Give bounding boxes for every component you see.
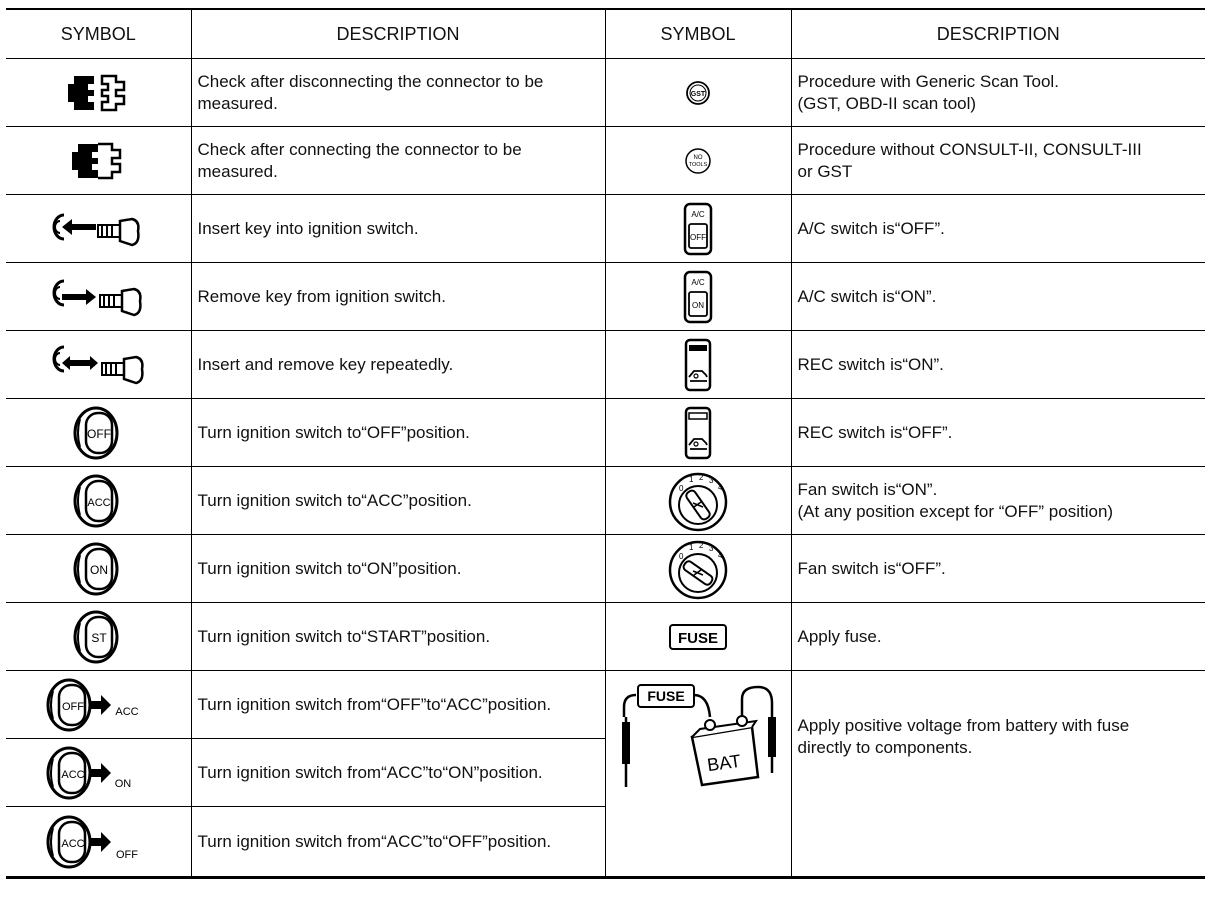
symbol-cell xyxy=(605,467,791,535)
ignition-acc-to-off-icon xyxy=(43,814,153,870)
symbol-cell xyxy=(605,195,791,263)
svg-text:2: 2 xyxy=(699,540,704,550)
svg-text:FUSE: FUSE xyxy=(677,629,719,647)
ignition-off-to-acc-icon xyxy=(43,677,153,733)
description-cell: Insert key into ignition switch. xyxy=(191,195,605,263)
svg-text:ON: ON xyxy=(692,300,704,310)
svg-text:3: 3 xyxy=(709,475,714,485)
table-row xyxy=(6,127,1205,195)
svg-text:NO: NO xyxy=(693,154,703,161)
gst-icon xyxy=(678,73,718,113)
svg-text:OFF: OFF xyxy=(690,232,706,242)
symbol-cell xyxy=(6,331,191,399)
svg-text:GST: GST xyxy=(690,90,706,98)
remove-key-icon xyxy=(38,271,158,323)
svg-text:4: 4 xyxy=(718,550,723,560)
description-cell: Fan switch is“OFF”. xyxy=(791,535,1205,603)
table-row xyxy=(6,603,1205,671)
description-cell: Procedure with Generic Scan Tool. (GST, OBD-II scan tool) xyxy=(791,59,1205,127)
svg-text:4: 4 xyxy=(718,482,723,492)
svg-text:1: 1 xyxy=(689,542,694,552)
symbol-cell xyxy=(6,399,191,467)
ignition-off-icon xyxy=(68,405,128,461)
fuse-icon xyxy=(666,621,730,653)
symbol-cell xyxy=(6,807,191,878)
svg-text:3: 3 xyxy=(709,543,714,553)
insert-remove-key-icon xyxy=(38,339,158,391)
description-cell: A/C switch is“OFF”. xyxy=(791,195,1205,263)
insert-key-icon xyxy=(38,203,158,255)
description-cell: Apply fuse. xyxy=(791,603,1205,671)
rec-on-switch-icon xyxy=(678,337,718,393)
svg-text:A/C: A/C xyxy=(691,209,705,219)
table-row xyxy=(6,195,1205,263)
battery-fuse-icon xyxy=(612,677,792,807)
svg-text:2: 2 xyxy=(699,472,704,482)
symbol-cell xyxy=(6,739,191,807)
description-cell: Fan switch is“ON”. (At any position except for “OFF” position) xyxy=(791,467,1205,535)
svg-text:ACC: ACC xyxy=(61,768,85,781)
symbol-header-right: SYMBOL xyxy=(605,9,791,59)
description-cell: Apply positive voltage from battery with fuse directly to components. xyxy=(791,671,1205,878)
description-cell: Check after disconnecting the connector to be measured. xyxy=(191,59,605,127)
svg-text:BAT: BAT xyxy=(705,750,742,776)
description-cell: Turn ignition switch to“OFF”position. xyxy=(191,399,605,467)
header-row xyxy=(6,9,1205,59)
description-cell: Turn ignition switch to“START”position. xyxy=(191,603,605,671)
description-cell: Check after connecting the connector to be measured. xyxy=(191,127,605,195)
svg-text:OFF: OFF xyxy=(62,700,85,713)
symbol-header-left: SYMBOL xyxy=(6,9,191,59)
svg-text:ST: ST xyxy=(91,630,107,645)
table-row xyxy=(6,331,1205,399)
symbol-cell xyxy=(605,331,791,399)
fan-on-dial-icon xyxy=(666,469,730,533)
symbol-cell xyxy=(605,127,791,195)
svg-text:1: 1 xyxy=(689,474,694,484)
description-cell: REC switch is“OFF”. xyxy=(791,399,1205,467)
ignition-on-icon xyxy=(68,541,128,597)
svg-text:ON: ON xyxy=(90,562,109,577)
ignition-acc-to-on-icon xyxy=(43,745,153,801)
description-cell: A/C switch is“ON”. xyxy=(791,263,1205,331)
description-cell: Turn ignition switch from“ACC”to“OFF”position. xyxy=(191,807,605,878)
description-cell: Turn ignition switch from“ACC”to“ON”position. xyxy=(191,739,605,807)
description-header-right: DESCRIPTION xyxy=(791,9,1205,59)
svg-text:TOOLS: TOOLS xyxy=(688,161,708,168)
ac-off-switch-icon xyxy=(678,201,718,257)
symbol-cell xyxy=(6,671,191,739)
description-cell: Turn ignition switch to“ACC”position. xyxy=(191,467,605,535)
description-cell: Turn ignition switch to“ON”position. xyxy=(191,535,605,603)
table-row xyxy=(6,535,1205,603)
symbol-cell xyxy=(6,263,191,331)
description-cell: Insert and remove key repeatedly. xyxy=(191,331,605,399)
symbol-cell xyxy=(6,603,191,671)
symbol-cell xyxy=(6,467,191,535)
symbol-cell xyxy=(605,535,791,603)
fan-off-dial-icon xyxy=(666,537,730,601)
svg-text:FUSE: FUSE xyxy=(646,688,685,704)
symbol-cell xyxy=(605,399,791,467)
symbol-cell xyxy=(6,127,191,195)
description-header-left: DESCRIPTION xyxy=(191,9,605,59)
symbol-cell xyxy=(605,603,791,671)
ac-on-switch-icon xyxy=(678,269,718,325)
description-cell: Turn ignition switch from“OFF”to“ACC”position. xyxy=(191,671,605,739)
description-cell: REC switch is“ON”. xyxy=(791,331,1205,399)
symbol-cell xyxy=(605,671,791,878)
table-row xyxy=(6,467,1205,535)
table-row xyxy=(6,59,1205,127)
no-tools-icon xyxy=(678,141,718,181)
table-row xyxy=(6,263,1205,331)
svg-text:A/C: A/C xyxy=(691,277,705,287)
symbol-cell xyxy=(605,263,791,331)
svg-text:ACC: ACC xyxy=(115,705,139,718)
symbol-cell xyxy=(6,195,191,263)
rec-off-switch-icon xyxy=(678,405,718,461)
svg-text:ACC: ACC xyxy=(61,837,85,850)
symbol-cell xyxy=(6,59,191,127)
symbol-cell xyxy=(6,535,191,603)
description-cell: Remove key from ignition switch. xyxy=(191,263,605,331)
svg-text:OFF: OFF xyxy=(116,848,139,861)
ignition-st-icon xyxy=(68,609,128,665)
symbol-cell xyxy=(605,59,791,127)
svg-text:0: 0 xyxy=(679,551,684,561)
disconnected-connector-icon xyxy=(58,68,138,118)
svg-text:0: 0 xyxy=(679,483,684,493)
svg-text:ACC: ACC xyxy=(87,496,111,509)
symbol-legend-table xyxy=(6,8,1205,879)
table-row xyxy=(6,399,1205,467)
connected-connector-icon xyxy=(58,136,138,186)
table-row xyxy=(6,671,1205,739)
svg-text:OFF: OFF xyxy=(87,426,112,441)
svg-text:ON: ON xyxy=(115,777,132,790)
description-cell: Procedure without CONSULT-II, CONSULT-III or GST xyxy=(791,127,1205,195)
ignition-acc-icon xyxy=(68,473,128,529)
